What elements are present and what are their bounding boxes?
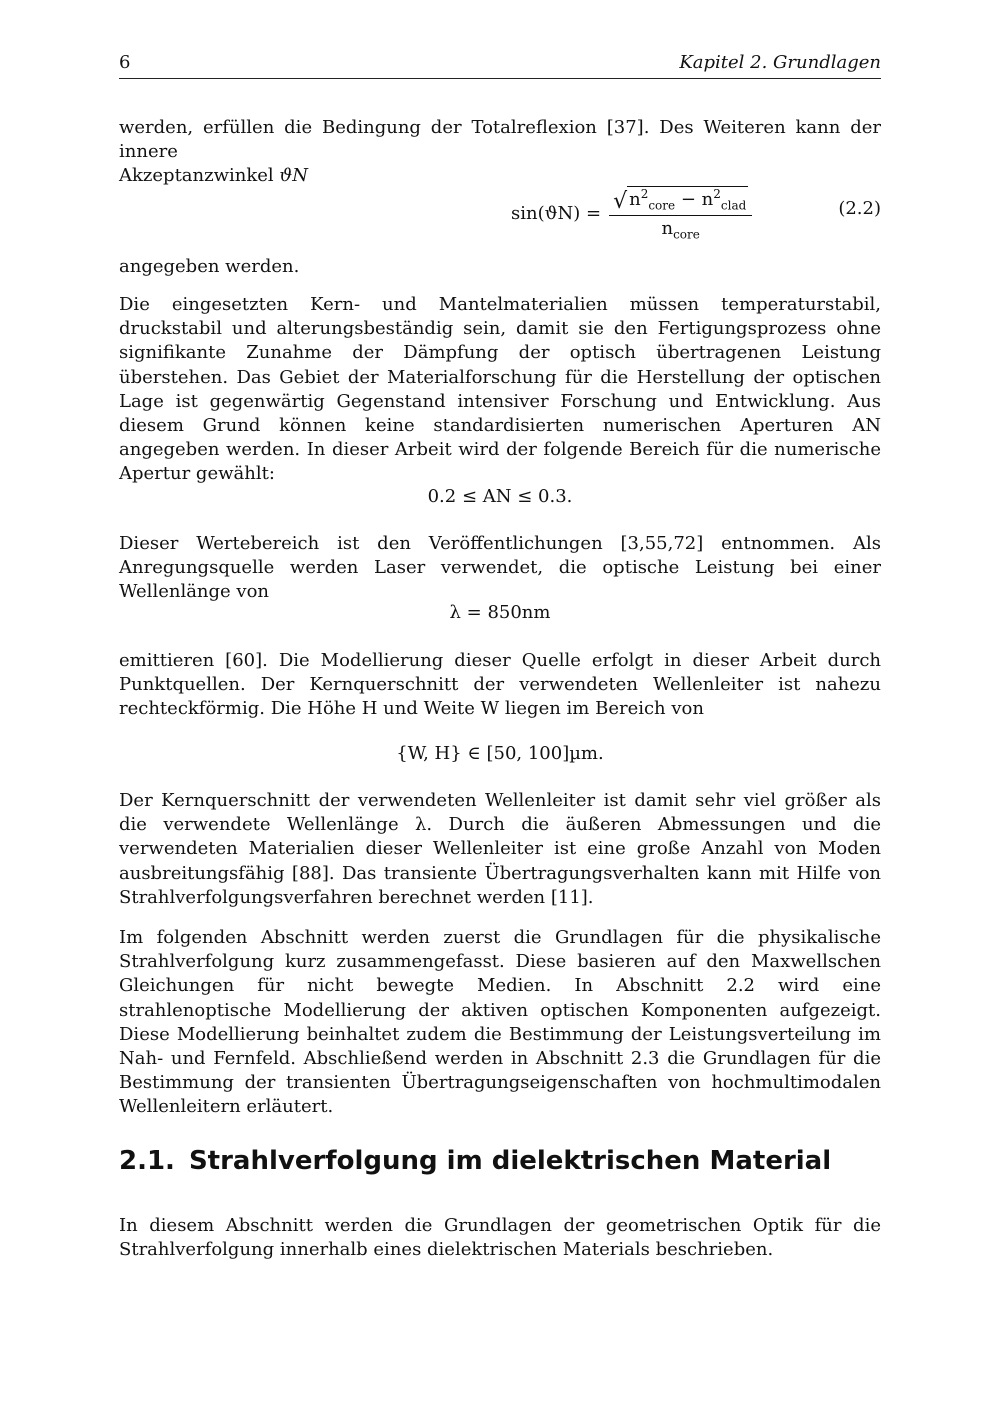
section-title: Strahlverfolgung im dielektrischen Material xyxy=(188,1146,832,1176)
equation-2-2 xyxy=(119,186,881,246)
equation-dimensions: {W, H} ∈ [50, 100]µm. xyxy=(396,743,604,764)
equation-fraction xyxy=(609,186,752,241)
paragraph-section-intro: In diesem Abschnitt werden die Grundlagen der geometrischen Optik für die Strahlverfolgung innerhalb eines dielektrischen Materials beschrieben. xyxy=(119,1215,881,1261)
equation-lhs: sin(ϑN) = xyxy=(511,203,602,225)
intro-line-2: Akzeptanzwinkel xyxy=(119,165,280,187)
paragraph-cross-section: Der Kernquerschnitt der verwendeten Wellenleiter ist damit sehr viel größer als die verwendete Wellenlänge λ. Durch die äußeren Abmessungen und die verwendeten Materialien dieser Wellenleiter ist eine große Anzahl von Moden ausbreitungsfähig [88]. Das transiente Übertragungsverhalten kann mit Hilfe von Strahlverfolgungsverfahren berechnet werden [11]. xyxy=(119,790,881,908)
fraction-denominator xyxy=(661,216,699,242)
n-core: n xyxy=(629,189,641,210)
chapter-title: Kapitel 2. Grundlagen xyxy=(679,52,881,73)
equation-wavelength: λ = 850nm xyxy=(449,602,551,623)
n-clad-sub: clad xyxy=(720,198,747,213)
n-core-sub: core xyxy=(648,198,676,213)
after-equation-text: angegeben werden. xyxy=(119,256,300,277)
minus-sign: − xyxy=(675,189,702,210)
sqrt-body xyxy=(627,186,748,213)
n-clad-sup: 2 xyxy=(713,187,721,201)
equation-number: (2.2) xyxy=(838,198,881,219)
n-clad: n xyxy=(701,189,714,210)
den-n: n xyxy=(661,217,674,239)
den-sub: core xyxy=(673,227,700,242)
intro-line-1: werden, erfüllen die Bedingung der Totalreflexion [37]. Des Weiteren kann der innere xyxy=(119,117,881,163)
paragraph-range: Dieser Wertebereich ist den Veröffentlichungen [3,55,72] entnommen. Als Anregungsquelle werden Laser verwendet, die optische Leistung bei einer Wellenlänge von xyxy=(119,533,881,603)
intro-paragraph xyxy=(119,116,881,189)
section-heading xyxy=(119,1146,831,1176)
paragraph-materials: Die eingesetzten Kern- und Mantelmaterialien müssen temperaturstabil, druckstabil und alterungsbeständig sein, damit sie den Fertigungsprozess ohne signifikante Zunahme der Dämpfung der optisch übertragenen Leistung überstehen. Das Gebiet der Materialforschung für die Herstellung der optischen Lage ist gegenwärtig Gegenstand intensiver Forschung und Entwicklung. Aus diesem Grund können keine standardisierten numerischen Aperturen AN angegeben werden. In dieser Arbeit wird der folgende Bereich für die numerische Apertur gewählt: xyxy=(119,294,881,485)
equation-aperture: 0.2 ≤ AN ≤ 0.3. xyxy=(427,486,573,507)
paragraph-source: emittieren [60]. Die Modellierung dieser Quelle erfolgt in dieser Arbeit durch Punktquellen. Der Kernquerschnitt der verwendeten Wellenleiter ist nahezu rechteckförmig. Die Höhe H und Weite W liegen im Bereich von xyxy=(119,650,881,720)
section-number: 2.1. xyxy=(119,1146,175,1176)
intro-math: ϑN xyxy=(279,165,309,187)
page-number: 6 xyxy=(119,52,131,73)
n-core-sup: 2 xyxy=(640,187,649,201)
page-header xyxy=(119,52,881,79)
sqrt-symbol: √ xyxy=(613,188,628,214)
equation-body xyxy=(511,186,752,241)
fraction-numerator xyxy=(609,186,752,215)
paragraph-overview: Im folgenden Abschnitt werden zuerst die Grundlagen für die physikalische Strahlverfolgung kurz zusammengefasst. Diese basieren auf den Maxwellschen Gleichungen für nicht bewegte Medien. In Abschnitt 2.2 wird eine strahlenoptische Modellierung der aktiven optischen Komponenten aufgezeigt. Diese Modellierung beinhaltet zudem die Bestimmung der Leistungsverteilung im Nah- und Fernfeld. Abschließend werden in Abschnitt 2.3 die Grundlagen für die Bestimmung der transienten Übertragungseigenschaften von hochmultimodalen Wellenleitern erläutert. xyxy=(119,927,881,1118)
